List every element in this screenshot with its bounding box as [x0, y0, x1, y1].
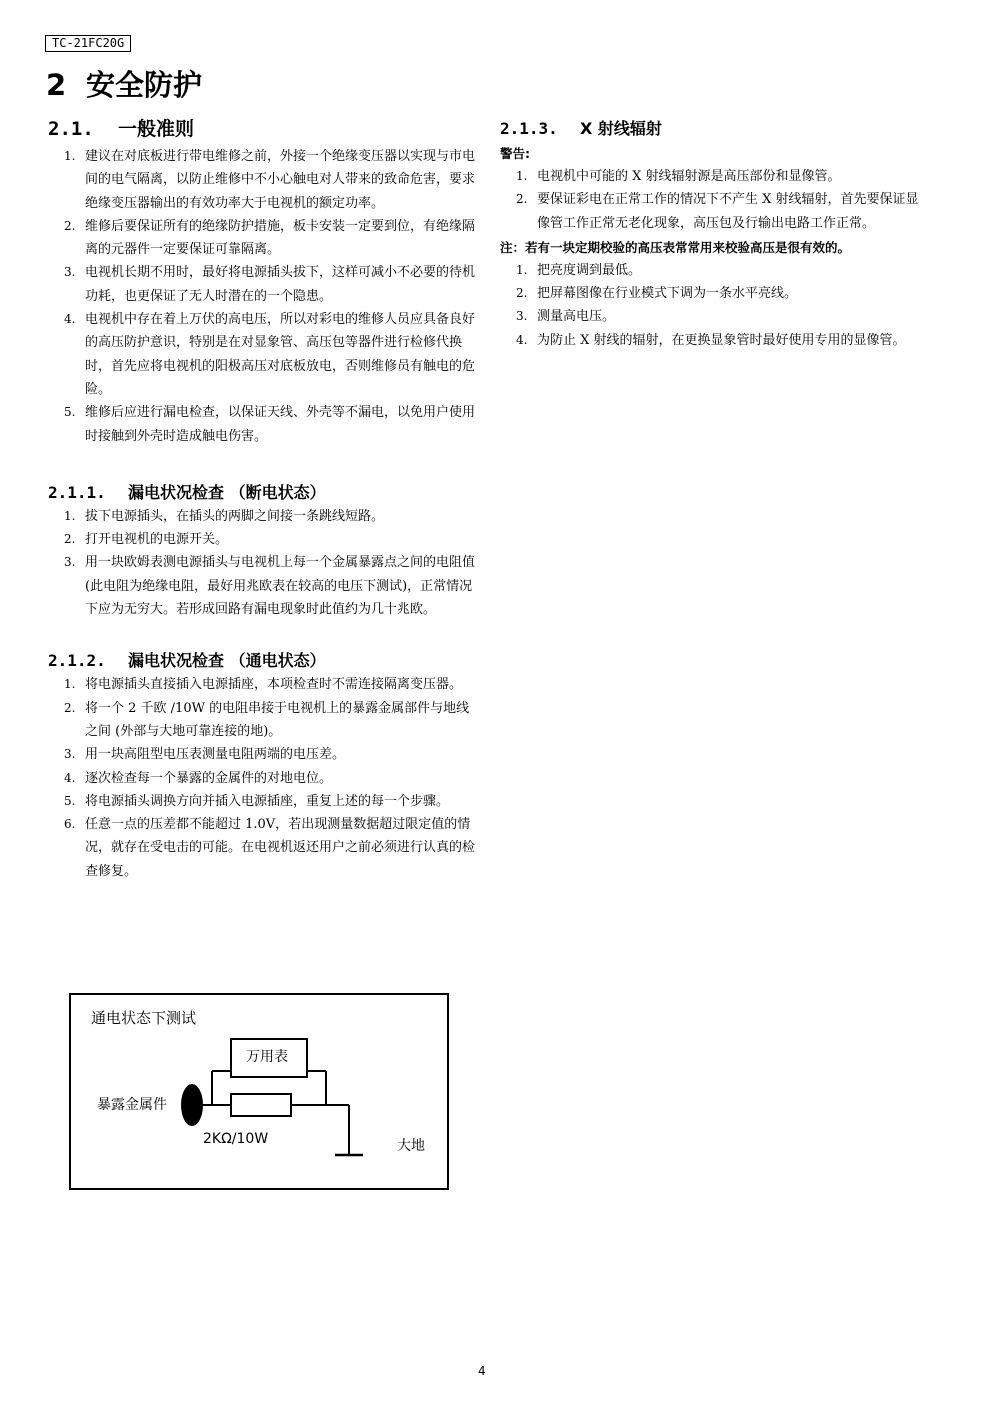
item-number: 1. [64, 508, 76, 523]
item-text: 建议在对底板进行带电维修之前，外接一个绝缘变压器以实现与市电间的电气隔离，以防止维修中不小心触电对人带来的致命危害，要求绝缘变压器输出的有效功率大于电视机的额定功率。 [85, 149, 476, 211]
item-text: 将一个 2 千欧 /10W 的电阻串接于电视机上的暴露金属部件与地线之间 (外部与大地可靠连接的地)。 [85, 700, 470, 739]
item-number: 3. [64, 555, 76, 570]
list-item [500, 305, 930, 328]
model-tag: TC-21FC20G [45, 35, 131, 52]
resistor-label: 2KΩ/10W [203, 1131, 269, 1147]
item-text: 为防止 X 射线的辐射，在更换显象管时最好使用专用的显像管。 [537, 332, 906, 348]
item-text: 逐次检查每一个暴露的金属件的对地电位。 [85, 770, 333, 786]
list-item [500, 165, 930, 188]
item-number: 1. [64, 149, 76, 163]
list-item [48, 215, 478, 262]
item-text: 用一块欧姆表测电源插头与电视机上每一个金属暴露点之间的电阻值 (此电阻为绝缘电阻，最好用兆欧表在较高的电压下测试)，正常情况下应为无穷大。若形成回路有漏电现象时此值约为几十兆欧。 [85, 555, 476, 618]
chapter-title [46, 65, 202, 105]
list-item [48, 673, 478, 696]
note-text: 注：若有一块定期校验的高压表常常用来校验高压是很有效的。 [500, 239, 851, 255]
item-text: 维修后要保证所有的绝缘防护措施，板卡安装一定要到位，有绝缘隔离的元器件一定要保证可靠隔离。 [85, 218, 476, 258]
item-number: 4. [64, 770, 76, 785]
section-number: 2.1. [48, 118, 94, 140]
item-number: 5. [64, 793, 76, 808]
exposed-metal-label: 暴露金属件 [97, 1097, 167, 1113]
page-number: 4 [478, 1364, 486, 1378]
list-item [48, 528, 478, 551]
section-title: X 射线辐射 [580, 119, 662, 138]
item-text: 任意一点的压差都不能超过 1.0V，若出现测量数据超过限定值的情况，就存在受电击的可能。在电视机返还用户之前必须进行认真的检查修复。 [85, 817, 476, 879]
section-number: 2.1.1. [48, 482, 106, 502]
item-number: 4. [516, 332, 528, 347]
item-text: 要保证彩电在正常工作的情况下不产生 X 射线辐射，首先要保证显像管工作正常无老化现象，高压包及行输出电路工作正常。 [537, 192, 919, 231]
item-text: 电视机中存在着上万伏的高电压，所以对彩电的维修人员应具备良好的高压防护意识，特别是在对显象管、高压包等器件进行检修代换时，首先应将电视机的阳极高压对底板放电，否则维修员有触电的危险。 [85, 312, 476, 397]
item-number: 1. [516, 169, 528, 183]
item-text: 用一块高阻型电压表测量电阻两端的电压差。 [85, 747, 346, 763]
item-text: 把屏幕图像在行业模式下调为一条水平亮线。 [537, 286, 798, 302]
item-number: 2. [64, 218, 76, 233]
section-2-1-heading [48, 115, 478, 143]
list-item [48, 767, 478, 790]
item-number: 4. [64, 312, 76, 327]
item-number: 6. [64, 817, 76, 832]
warning-label: 警告: [500, 146, 530, 161]
item-number: 2. [64, 700, 76, 715]
list-item [48, 401, 478, 448]
section-2-1-1-heading [48, 481, 478, 505]
item-text: 维修后应进行漏电检查，以保证天线、外壳等不漏电，以免用户使用时接触到外壳时造成触电伤害。 [85, 405, 476, 444]
section-2-1-2-heading [48, 649, 478, 673]
section-number: 2.1.3. [500, 119, 558, 138]
item-text: 电视机中可能的 X 射线辐射源是高压部份和显像管。 [537, 169, 841, 184]
list-item [48, 505, 478, 528]
section-2-1-1 [48, 481, 478, 621]
item-text: 将电源插头调换方向并插入电源插座，重复上述的每一个步骤。 [85, 793, 450, 809]
item-text: 将电源插头直接插入电源插座，本项检查时不需连接隔离变压器。 [85, 677, 463, 693]
exposed-metal-part-shape [181, 1084, 203, 1126]
section-2-1-3-heading [500, 115, 930, 143]
item-number: 3. [64, 265, 76, 280]
item-text: 打开电视机的电源开关。 [85, 532, 229, 548]
ground-label: 大地 [397, 1138, 425, 1154]
section-title: 漏电状况检查 （通电状态） [128, 651, 326, 671]
item-number: 2. [516, 192, 528, 207]
chapter-title-text: 安全防护 [86, 68, 203, 102]
list-item [48, 261, 478, 308]
list-item [500, 282, 930, 305]
item-number: 2. [516, 286, 528, 301]
list-item [48, 743, 478, 766]
section-title: 一般准则 [118, 118, 195, 140]
item-number: 3. [516, 309, 528, 324]
item-text: 测量高电压。 [537, 309, 616, 325]
item-number: 5. [64, 405, 76, 420]
list-item [48, 790, 478, 813]
list-item [48, 145, 478, 215]
list-item [500, 259, 930, 282]
multimeter-label: 万用表 [246, 1049, 288, 1065]
item-number: 1. [516, 262, 528, 277]
list-item [500, 329, 930, 352]
section-number: 2.1.2. [48, 651, 106, 671]
list-item [48, 308, 478, 401]
leakage-test-diagram [69, 993, 449, 1190]
item-number: 1. [64, 677, 76, 692]
item-number: 2. [64, 532, 76, 547]
section-2-1-3 [500, 115, 930, 352]
item-text: 把亮度调到最低。 [537, 262, 642, 278]
item-text: 电视机长期不用时，最好将电源插头拔下，这样可减小不必要的待机功耗，也更保证了无人时潜在的一个隐患。 [85, 265, 476, 304]
list-item [48, 551, 478, 621]
section-2-1-2 [48, 649, 478, 883]
resistor-shape [231, 1094, 291, 1116]
list-item [48, 813, 478, 883]
item-text: 拔下电源插头，在插头的两脚之间接一条跳线短路。 [85, 508, 385, 524]
list-item [48, 697, 478, 744]
list-item [500, 188, 930, 235]
section-2-1 [48, 115, 478, 448]
diagram-title: 通电状态下测试 [91, 1009, 197, 1027]
chapter-number: 2 [46, 68, 67, 102]
section-title: 漏电状况检查 （断电状态） [128, 482, 326, 502]
item-number: 3. [64, 747, 76, 762]
